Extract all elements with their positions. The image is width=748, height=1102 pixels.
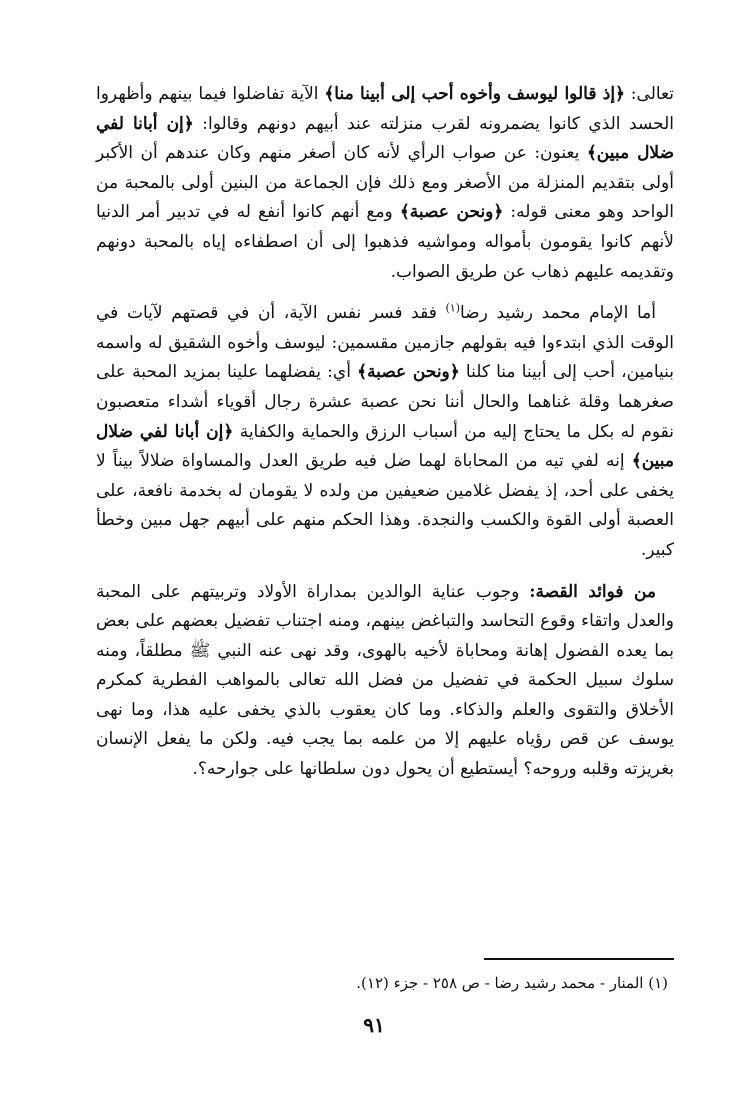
quran-verse-3: ﴿ونحن عصبة﴾: [399, 202, 504, 223]
page-body: [96, 80, 674, 785]
footnote-divider: [484, 958, 674, 960]
paragraph-1: [96, 80, 674, 287]
paragraph-3: [96, 578, 674, 785]
paragraph-3-text-1: وجوب عناية الوالدين بمداراة الأولاد وتربيتهم على المحبة والعدل واتقاء وقوع التحاسد والتباغض بينهم، ومنه اجتناب تفضيل بعضهم على بعض بما يعده الفضول إهانة ومحاباة لأخيه بالهوى، وقد نهى عنه النبي ﷺ مطلقاً، ومنه سلوك سبيل الحكمة في تفضيل من فضل الله تعالى بالمواهب الفطرية كمكرم الأخلاق والتقوى والعلم والذكاء. وما كان يعقوب بالذي يخفى عليه هذا، وما نهى يوسف عن قص رؤياه عليهم إلا من علمه بما يجب فيه. ولكن ما يفعل الإنسان بغريزته وقلبه وروحه؟ أيستطيع أن يحول دون سلطانها على جوارحه؟.: [96, 581, 674, 780]
paragraph-2-text-2: أي: يفضلهما علينا بمزيد المحبة على صغرهما وقلة غناهما والحال أننا نحن عصبة عشرة رجال أقوياء أشداء متعصبون نقوم له بكل ما يحتاج إليه من أسباب الرزق والحماية والكفاية: [96, 362, 674, 442]
paragraph-1-text-3: ومع أنهم كانوا أنفع له في تدبير أمر الدنيا لأنهم كانوا يقومون بأمواله ومواشيه فذهبوا إلى أن اصطفاءه إياه بالمحبة دونهم وتقديمه عليهم ذهاب عن طريق الصواب.: [96, 202, 674, 282]
page-number: ٩١: [363, 1013, 385, 1037]
paragraph-2-text-1: فقد فسر نفس الآية، أن في قصتهم لآيات في الوقت الذي ابتدءوا فيه بقولهم جازمين مقسمين: ليوسف وأخوه الشقيق له واسمه بنيامين، أحب إلى أبينا منا كلنا: [96, 303, 674, 383]
paragraph-2-text-0: أما الإمام محمد رشيد رضا: [460, 303, 656, 324]
footnote-reference: (١): [445, 301, 460, 315]
paragraph-1-text-2: يعنون: عن صواب الرأي لأنه كان أصغر منهم وكان عندهم أن الأكبر أولى بتقديم المنزلة من الأصغر ومع ذلك فإن الجماعة من البنين أولى بالمحبة من الواحد وهو معنى قوله:: [96, 143, 674, 223]
section-heading: من فوائد القصة:: [529, 581, 656, 602]
quran-verse-2: ﴿إن أبانا لفي ضلال مبين﴾: [96, 113, 675, 164]
paragraph-2: [96, 299, 674, 565]
quran-verse-5: ﴿إن أبانا لفي ضلال مبين﴾: [96, 421, 675, 472]
footnote: (١) المنار - محمد رشيد رضا - ص ٢٥٨ - جزء (١٢).: [356, 974, 668, 992]
quran-verse-4: ﴿ونحن عصبة﴾: [357, 362, 460, 383]
paragraph-2-text-3: إنه لفي تيه من المحاباة لهما ضل فيه طريق العدل والمساواة ضلالاً بيناً لا يخفى على أحد، إذ يفضل غلامين ضعيفين من ولده لا يقومان له بخدمة نافعة، على العصبة أولى القوة والكسب والنجدة. وهذا الحكم منهم على أبيهم جهل مبين وخطأ كبير.: [96, 451, 674, 560]
paragraph-1-intro: تعالى:: [625, 84, 674, 104]
quran-verse-1: ﴿إذ قالوا ليوسف وأخوه أحب إلى أبينا منا﴾: [324, 84, 626, 104]
paragraph-1-text-1: الآية تفاضلوا فيما بينهم وأظهروا الحسد الذي كانوا يضمرونه لقرب منزلته عند أبيهم دونهم وقالوا:: [96, 84, 674, 134]
